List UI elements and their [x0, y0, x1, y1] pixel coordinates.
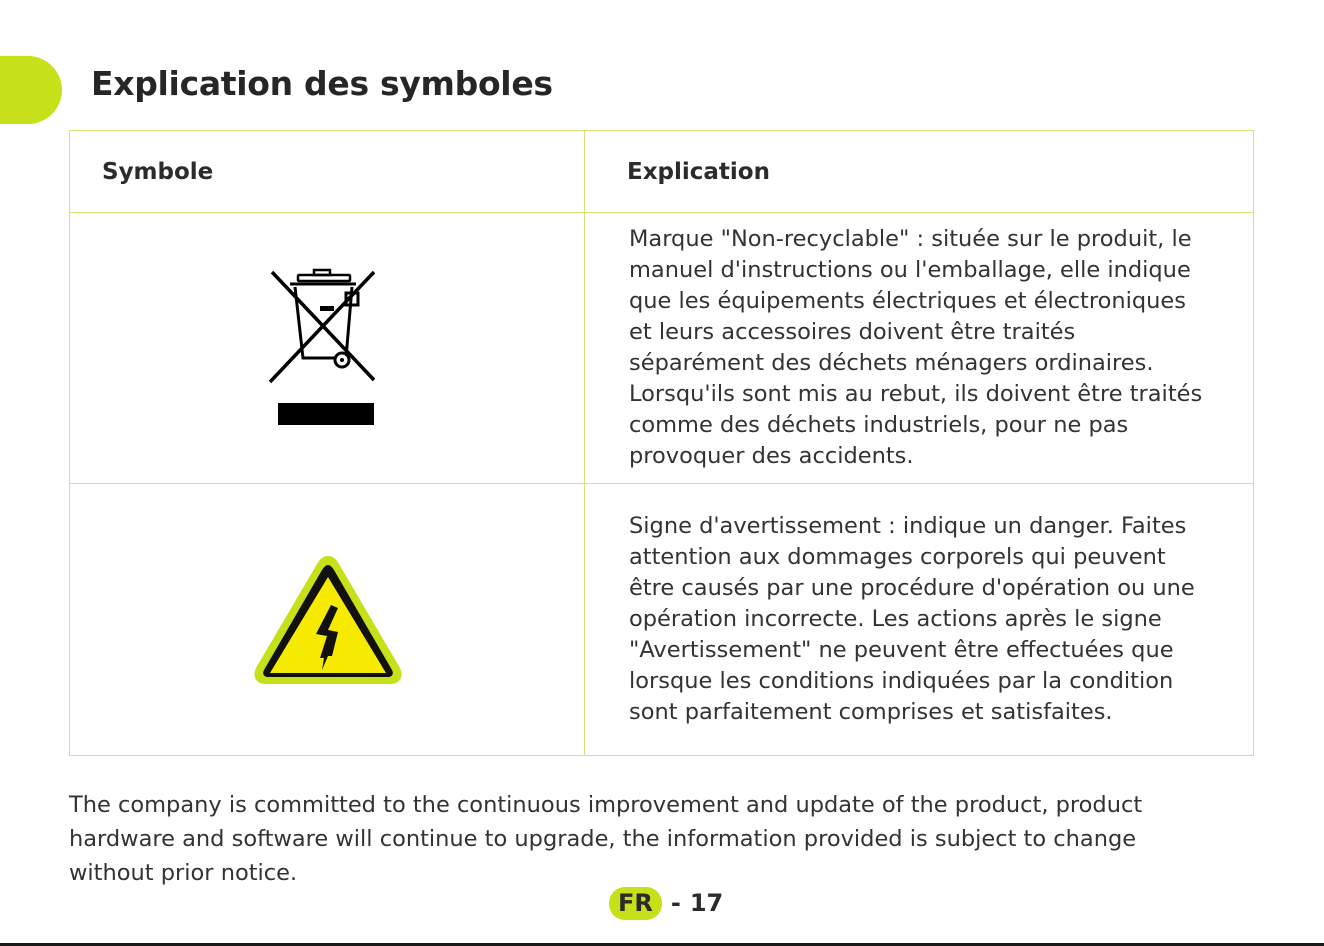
- section-tab-marker: [0, 56, 62, 124]
- explanation-cell: [585, 484, 1254, 756]
- header-explanation: Explication: [585, 131, 1254, 213]
- language-badge: FR: [609, 887, 662, 920]
- disclaimer-note: The company is committed to the continuous improvement and update of the product, product hardware and software will continue to upgrade, the information provided is subject to change without prior notice.: [69, 792, 1143, 886]
- symbol-cell: [70, 213, 585, 484]
- explanation-text: Marque "Non-recyclable" : située sur le produit, le manuel d'instructions ou l'emballage, elle indique que les équipements électriques et électroniques et leurs accessoires doivent être traités séparément des déchets ménagers ordinaires. Lorsqu'ils sont mis au rebut, ils doivent être traités comme des déchets industriels, pour ne pas provoquer des accidents.: [629, 226, 1203, 469]
- page-footer: [609, 886, 723, 920]
- header-symbol: Symbole: [70, 131, 585, 213]
- explanation-text: Signe d'avertissement : indique un danger. Faites attention aux dommages corporels qui peuvent être causés par une procédure d'opération ou une opération incorrecte. Les actions après le signe "Avertissement" ne peuvent être effectuées que lorsque les conditions indiquées par la condition sont parfaitement comprises et satisfaites.: [629, 513, 1195, 725]
- page-number: 17: [689, 889, 724, 917]
- symbol-cell: [70, 484, 585, 756]
- table-row: [70, 484, 1254, 756]
- table-row: [70, 213, 1254, 484]
- explanation-cell: [585, 213, 1254, 484]
- symbols-table: [69, 130, 1254, 756]
- page-title: Explication des symboles: [91, 64, 553, 103]
- crossed-out-wheelie-bin-icon: [268, 268, 378, 428]
- page-separator: -: [670, 889, 681, 917]
- electrical-warning-icon: [250, 550, 406, 690]
- table-header-row: [70, 131, 1254, 213]
